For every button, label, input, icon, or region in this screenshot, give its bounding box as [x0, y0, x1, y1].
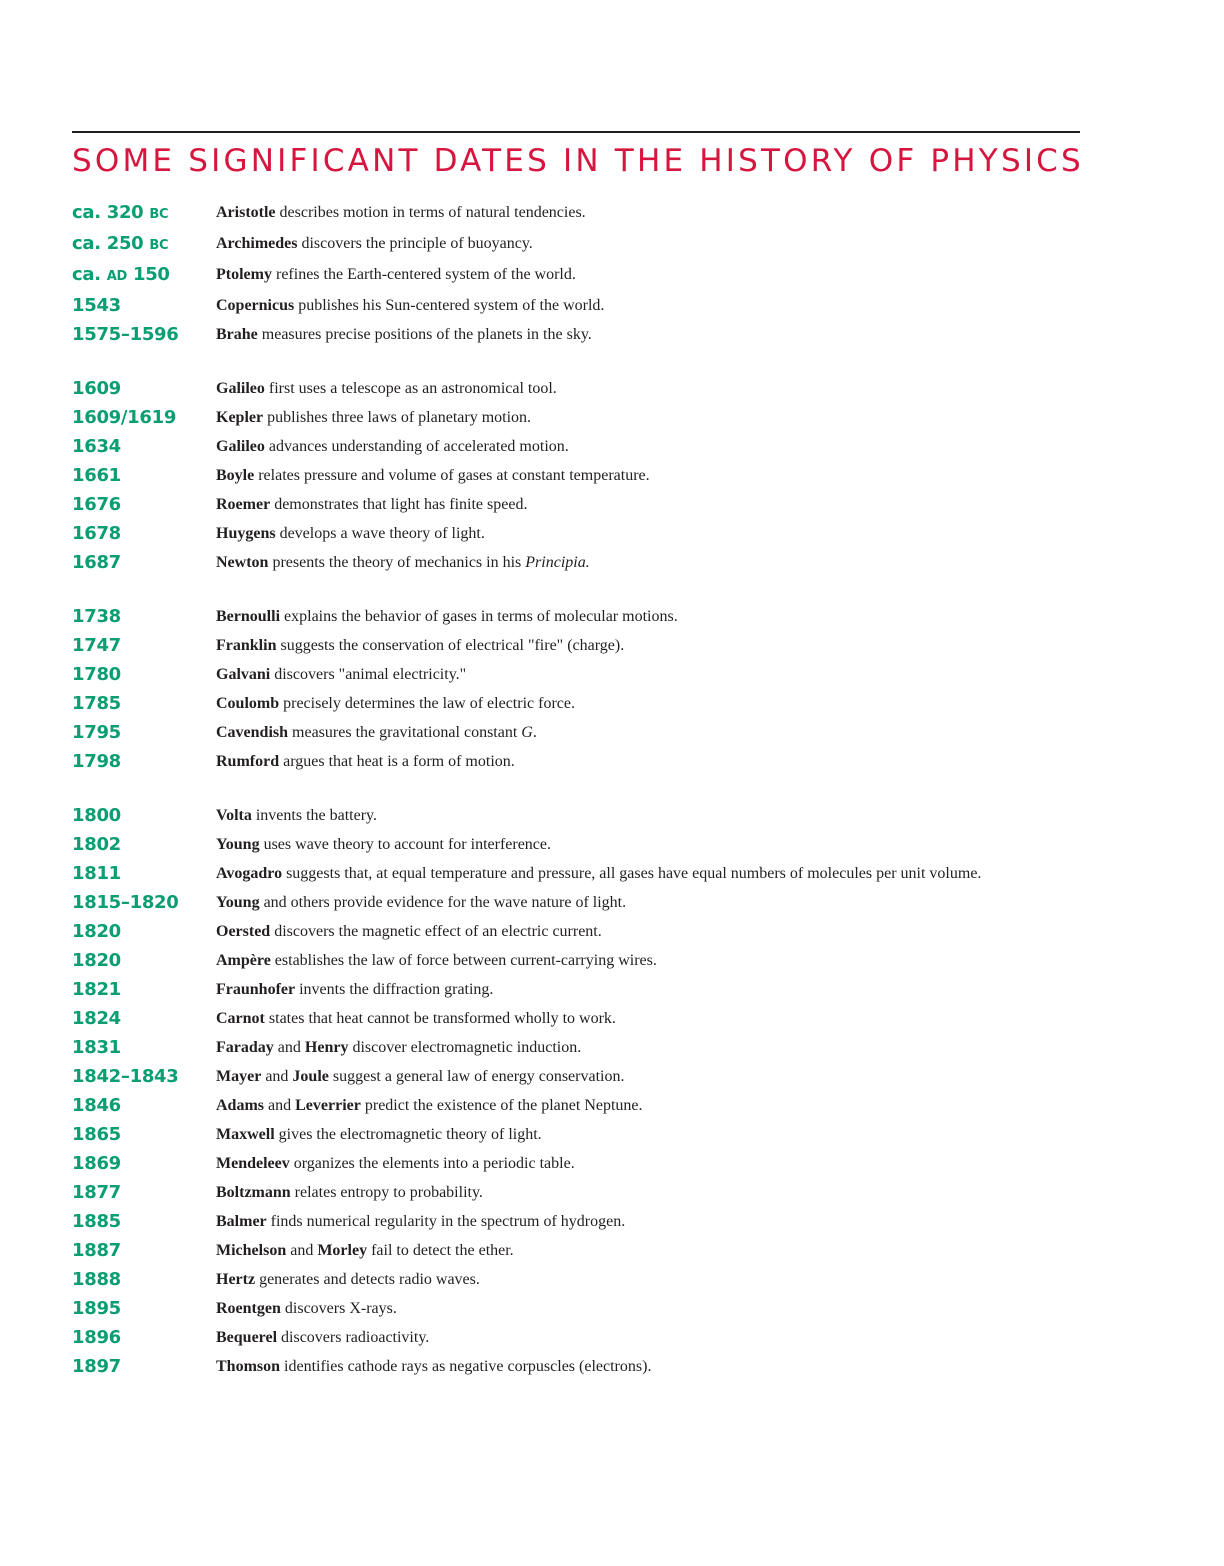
entry-description — [216, 946, 1080, 975]
timeline-entry — [72, 747, 1080, 776]
scientist-name: Thomson — [216, 1358, 281, 1375]
description-text: discovers the magnetic effect of an electric current. — [270, 923, 602, 940]
timeline-group — [72, 198, 1080, 349]
date-text: 1897 — [72, 1356, 121, 1377]
entry-description — [216, 1236, 1080, 1265]
description-text: discovers "animal electricity." — [270, 666, 467, 683]
date-text: 1609/1619 — [72, 407, 177, 428]
date-text: 1820 — [72, 921, 121, 942]
timeline-entry — [72, 432, 1080, 461]
timeline-entry — [72, 1294, 1080, 1323]
entry-date — [72, 631, 216, 660]
description-text: discovers X-rays. — [280, 1300, 397, 1317]
entry-description — [216, 1352, 1080, 1381]
entry-description — [216, 291, 1080, 320]
entry-date — [72, 859, 216, 888]
date-text: 1609 — [72, 378, 121, 399]
description-text: explains the behavior of gases in terms of molecular motions. — [280, 608, 678, 625]
entry-description — [216, 801, 1080, 830]
description-text: gives the electromagnetic theory of light. — [274, 1126, 542, 1143]
date-text: 1820 — [72, 950, 121, 971]
date-text: 1634 — [72, 436, 121, 457]
date-text: 1885 — [72, 1211, 121, 1232]
timeline-entry — [72, 830, 1080, 859]
scientist-name: Young — [216, 894, 260, 911]
entry-date — [72, 917, 216, 946]
timeline-entry — [72, 291, 1080, 320]
timeline-entry — [72, 1265, 1080, 1294]
scientist-name: Franklin — [216, 637, 277, 654]
scientist-name: Archimedes — [216, 235, 298, 252]
era-label: BC — [149, 238, 169, 253]
date-text: 1877 — [72, 1182, 121, 1203]
italic-text: G — [521, 724, 533, 741]
entry-description — [216, 432, 1080, 461]
description-text: measures precise positions of the planets in the sky. — [257, 326, 592, 343]
description-text: argues that heat is a form of motion. — [279, 753, 515, 770]
timeline-list — [72, 198, 1080, 1406]
entry-date — [72, 1265, 216, 1294]
timeline-entry — [72, 801, 1080, 830]
description-text: invents the battery. — [251, 807, 378, 824]
entry-date — [72, 548, 216, 577]
scientist-name: Galileo — [216, 438, 265, 455]
entry-description — [216, 1207, 1080, 1236]
scientist-name: Michelson — [216, 1242, 287, 1259]
entry-description — [216, 660, 1080, 689]
entry-date — [72, 374, 216, 403]
entry-date — [72, 1033, 216, 1062]
description-text: and — [261, 1068, 293, 1085]
entry-date — [72, 830, 216, 859]
description-text: demonstrates that light has finite speed. — [270, 496, 528, 513]
date-text: ca. — [72, 264, 101, 285]
date-text: ca. 320 — [72, 202, 144, 223]
description-text: advances understanding of accelerated motion. — [264, 438, 569, 455]
description-text: precisely determines the law of electric force. — [279, 695, 575, 712]
timeline-entry — [72, 461, 1080, 490]
timeline-entry — [72, 1120, 1080, 1149]
entry-description — [216, 1149, 1080, 1178]
entry-description — [216, 689, 1080, 718]
era-label: BC — [149, 207, 169, 222]
entry-description — [216, 461, 1080, 490]
scientist-name: Brahe — [216, 326, 258, 343]
description-text: invents the diffraction grating. — [295, 981, 494, 998]
entry-date — [72, 403, 216, 432]
scientist-name: Morley — [317, 1242, 368, 1259]
entry-date — [72, 888, 216, 917]
timeline-entry — [72, 320, 1080, 349]
timeline-group — [72, 374, 1080, 577]
scientist-name: Rumford — [216, 753, 280, 770]
timeline-entry — [72, 260, 1080, 291]
date-text: 1831 — [72, 1037, 121, 1058]
entry-date — [72, 747, 216, 776]
description-text: presents the theory of mechanics in his — [268, 554, 526, 571]
date-text: 150 — [132, 264, 170, 285]
date-text: 1846 — [72, 1095, 121, 1116]
scientist-name: Bequerel — [216, 1329, 278, 1346]
entry-description — [216, 548, 1080, 577]
entry-date — [72, 1149, 216, 1178]
scientist-name: Mendeleev — [216, 1155, 290, 1172]
date-text: 1676 — [72, 494, 121, 515]
timeline-entry — [72, 548, 1080, 577]
description-text: organizes the elements into a periodic table. — [289, 1155, 575, 1172]
timeline-entry — [72, 1236, 1080, 1265]
entry-date — [72, 320, 216, 349]
entry-description — [216, 1120, 1080, 1149]
date-text: 1678 — [72, 523, 121, 544]
date-text: 1815–1820 — [72, 892, 179, 913]
scientist-name: Avogadro — [216, 865, 283, 882]
scientist-name: Joule — [292, 1068, 329, 1085]
description-text: develops a wave theory of light. — [275, 525, 485, 542]
date-text: 1687 — [72, 552, 121, 573]
scientist-name: Volta — [216, 807, 252, 824]
entry-description — [216, 975, 1080, 1004]
description-text: establishes the law of force between current-carrying wires. — [270, 952, 657, 969]
description-text: predict the existence of the planet Neptune. — [360, 1097, 643, 1114]
timeline-entry — [72, 374, 1080, 403]
scientist-name: Henry — [304, 1039, 349, 1056]
date-text: 1896 — [72, 1327, 121, 1348]
date-text: 1795 — [72, 722, 121, 743]
date-text: 1887 — [72, 1240, 121, 1261]
date-text: 1888 — [72, 1269, 121, 1290]
entry-date — [72, 198, 216, 229]
top-rule — [72, 131, 1080, 133]
date-text: 1800 — [72, 805, 121, 826]
entry-date — [72, 519, 216, 548]
date-text: 1895 — [72, 1298, 121, 1319]
scientist-name: Kepler — [216, 409, 264, 426]
timeline-entry — [72, 602, 1080, 631]
timeline-entry — [72, 859, 1080, 888]
description-text: describes motion in terms of natural tendencies. — [275, 204, 586, 221]
scientist-name: Roentgen — [216, 1300, 281, 1317]
entry-description — [216, 519, 1080, 548]
entry-date — [72, 660, 216, 689]
scientist-name: Copernicus — [216, 297, 295, 314]
date-text: 1738 — [72, 606, 121, 627]
italic-text: Principia. — [525, 554, 590, 571]
scientist-name: Coulomb — [216, 695, 280, 712]
timeline-entry — [72, 631, 1080, 660]
timeline-entry — [72, 660, 1080, 689]
scientist-name: Boyle — [216, 467, 255, 484]
timeline-entry — [72, 975, 1080, 1004]
entry-description — [216, 198, 1080, 229]
entry-date — [72, 1178, 216, 1207]
timeline-group — [72, 602, 1080, 776]
date-text: 1785 — [72, 693, 121, 714]
scientist-name: Faraday — [216, 1039, 274, 1056]
timeline-entry — [72, 689, 1080, 718]
entry-date — [72, 229, 216, 260]
entry-date — [72, 1294, 216, 1323]
entry-description — [216, 602, 1080, 631]
date-text: 1780 — [72, 664, 121, 685]
entry-description — [216, 1265, 1080, 1294]
description-text: identifies cathode rays as negative corpuscles (electrons). — [280, 1358, 652, 1375]
entry-description — [216, 747, 1080, 776]
scientist-name: Ptolemy — [216, 266, 272, 283]
description-text: and — [273, 1039, 305, 1056]
scientist-name: Balmer — [216, 1213, 267, 1230]
entry-date — [72, 602, 216, 631]
description-text: . — [532, 724, 537, 741]
scientist-name: Cavendish — [216, 724, 289, 741]
timeline-entry — [72, 198, 1080, 229]
description-text: uses wave theory to account for interference. — [259, 836, 551, 853]
entry-description — [216, 830, 1080, 859]
scientist-name: Bernoulli — [216, 608, 281, 625]
date-text: 1842–1843 — [72, 1066, 179, 1087]
entry-date — [72, 1120, 216, 1149]
timeline-entry — [72, 946, 1080, 975]
date-text: 1747 — [72, 635, 121, 656]
entry-date — [72, 490, 216, 519]
scientist-name: Young — [216, 836, 260, 853]
entry-description — [216, 718, 1080, 747]
entry-description — [216, 631, 1080, 660]
scientist-name: Oersted — [216, 923, 271, 940]
scientist-name: Roemer — [216, 496, 271, 513]
entry-description — [216, 374, 1080, 403]
date-text: 1802 — [72, 834, 121, 855]
date-text: 1865 — [72, 1124, 121, 1145]
date-text: 1575–1596 — [72, 324, 179, 345]
timeline-entry — [72, 403, 1080, 432]
timeline-entry — [72, 229, 1080, 260]
description-text: fail to detect the ether. — [367, 1242, 514, 1259]
description-text: and — [264, 1097, 296, 1114]
entry-date — [72, 801, 216, 830]
entry-description — [216, 1033, 1080, 1062]
timeline-entry — [72, 1352, 1080, 1381]
scientist-name: Hertz — [216, 1271, 256, 1288]
entry-date — [72, 975, 216, 1004]
date-text: 1543 — [72, 295, 121, 316]
entry-description — [216, 320, 1080, 349]
scientist-name: Adams — [216, 1097, 265, 1114]
scientist-name: Ampère — [216, 952, 271, 969]
entry-date — [72, 260, 216, 291]
date-text: 1811 — [72, 863, 121, 884]
entry-date — [72, 1352, 216, 1381]
scientist-name: Leverrier — [295, 1097, 361, 1114]
page-title: SOME SIGNIFICANT DATES IN THE HISTORY OF PHYSICS — [72, 143, 1084, 179]
description-text: generates and detects radio waves. — [255, 1271, 480, 1288]
scientist-name: Carnot — [216, 1010, 265, 1027]
entry-description — [216, 1004, 1080, 1033]
timeline-entry — [72, 1091, 1080, 1120]
entry-date — [72, 432, 216, 461]
description-text: suggests that, at equal temperature and pressure, all gases have equal numbers of molecules per unit volume. — [282, 865, 982, 882]
timeline-group — [72, 801, 1080, 1381]
date-text: ca. 250 — [72, 233, 144, 254]
timeline-entry — [72, 490, 1080, 519]
scientist-name: Galileo — [216, 380, 265, 397]
description-text: refines the Earth-centered system of the world. — [271, 266, 576, 283]
entry-date — [72, 946, 216, 975]
description-text: discovers radioactivity. — [277, 1329, 430, 1346]
timeline-entry — [72, 1062, 1080, 1091]
description-text: and — [286, 1242, 318, 1259]
scientist-name: Boltzmann — [216, 1184, 291, 1201]
era-label: AD — [106, 269, 127, 284]
scientist-name: Mayer — [216, 1068, 262, 1085]
entry-description — [216, 1062, 1080, 1091]
entry-description — [216, 1091, 1080, 1120]
timeline-entry — [72, 1207, 1080, 1236]
entry-description — [216, 917, 1080, 946]
description-text: publishes three laws of planetary motion. — [263, 409, 532, 426]
entry-date — [72, 718, 216, 747]
description-text: measures the gravitational constant — [288, 724, 522, 741]
timeline-entry — [72, 519, 1080, 548]
description-text: relates entropy to probability. — [290, 1184, 483, 1201]
entry-date — [72, 1323, 216, 1352]
entry-date — [72, 1236, 216, 1265]
entry-date — [72, 689, 216, 718]
scientist-name: Maxwell — [216, 1126, 275, 1143]
description-text: suggests the conservation of electrical "fire" (charge). — [276, 637, 625, 654]
entry-description — [216, 260, 1080, 291]
scientist-name: Newton — [216, 554, 269, 571]
scientist-name: Huygens — [216, 525, 276, 542]
description-text: finds numerical regularity in the spectrum of hydrogen. — [266, 1213, 626, 1230]
entry-description — [216, 490, 1080, 519]
description-text: relates pressure and volume of gases at constant temperature. — [254, 467, 650, 484]
description-text: discovers the principle of buoyancy. — [297, 235, 533, 252]
description-text: publishes his Sun-centered system of the world. — [294, 297, 605, 314]
timeline-entry — [72, 1033, 1080, 1062]
date-text: 1661 — [72, 465, 121, 486]
date-text: 1798 — [72, 751, 121, 772]
entry-description — [216, 1323, 1080, 1352]
description-text: first uses a telescope as an astronomical tool. — [264, 380, 557, 397]
description-text: and others provide evidence for the wave nature of light. — [259, 894, 627, 911]
entry-description — [216, 859, 1080, 888]
date-text: 1869 — [72, 1153, 121, 1174]
entry-date — [72, 291, 216, 320]
scientist-name: Galvani — [216, 666, 271, 683]
scientist-name: Aristotle — [216, 204, 276, 221]
timeline-entry — [72, 917, 1080, 946]
entry-description — [216, 1294, 1080, 1323]
entry-description — [216, 1178, 1080, 1207]
entry-description — [216, 403, 1080, 432]
entry-date — [72, 1207, 216, 1236]
description-text: states that heat cannot be transformed wholly to work. — [264, 1010, 616, 1027]
entry-date — [72, 1004, 216, 1033]
entry-date — [72, 1062, 216, 1091]
timeline-entry — [72, 1004, 1080, 1033]
date-text: 1824 — [72, 1008, 121, 1029]
timeline-entry — [72, 718, 1080, 747]
entry-date — [72, 1091, 216, 1120]
timeline-entry — [72, 888, 1080, 917]
description-text: discover electromagnetic induction. — [348, 1039, 582, 1056]
description-text: suggest a general law of energy conservation. — [328, 1068, 625, 1085]
entry-description — [216, 888, 1080, 917]
entry-date — [72, 461, 216, 490]
date-text: 1821 — [72, 979, 121, 1000]
timeline-entry — [72, 1178, 1080, 1207]
entry-description — [216, 229, 1080, 260]
timeline-entry — [72, 1149, 1080, 1178]
scientist-name: Fraunhofer — [216, 981, 296, 998]
timeline-entry — [72, 1323, 1080, 1352]
